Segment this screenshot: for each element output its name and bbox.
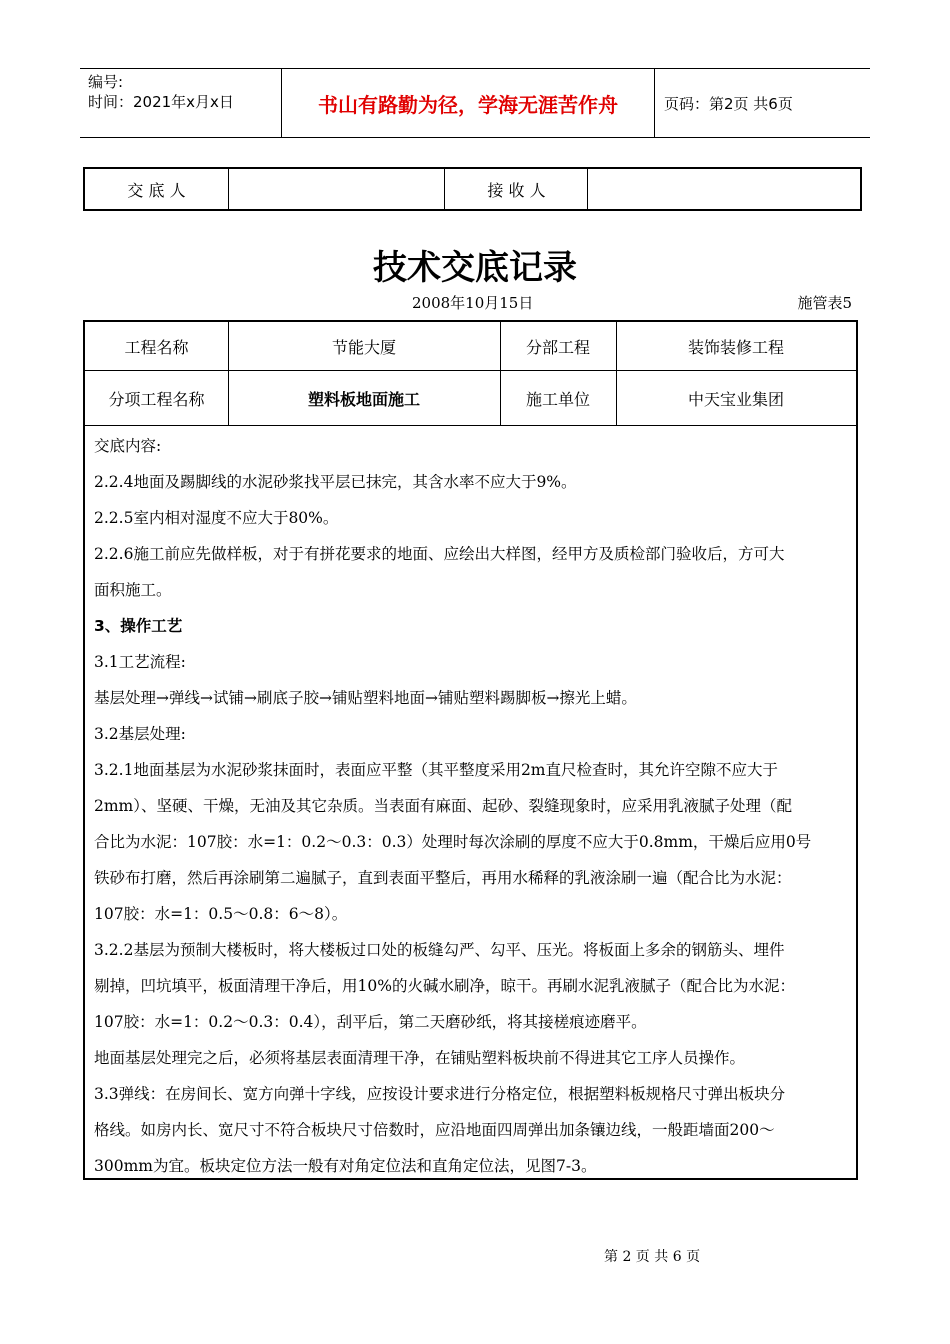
info-row-1 [85,322,856,371]
content-line: 交底内容: [94,437,162,455]
content-line: 面积施工。 [94,581,172,599]
content-line: 3.3弹线：在房间长、宽方向弹十字线，应按设计要求进行分格定位，根据塑料板规格尺寸弹出板块分 [94,1085,786,1103]
document-header [80,68,870,138]
time-label: 时间：2021年x月x日 [88,93,234,111]
page-info: 页码：第2页 共6页 [664,94,793,113]
content-line: 铁砂布打磨，然后再涂刷第二遍腻子，直到表面平整后，再用水稀释的乳液涂刷一遍（配合比为水泥： [94,869,792,887]
content-line: 2.2.4地面及踢脚线的水泥砂浆找平层已抹完，其含水率不应大于9%。 [94,473,577,491]
content-line: 107胶：水=1：0.2～0.3：0.4），刮平后，第二天磨砂纸，将其接槎痕迹磨平。 [94,1013,647,1031]
page-title: 技术交底记录 [373,248,577,288]
contractor-label: 施工单位 [525,389,590,409]
header-meta [80,69,280,137]
content-line: 基层处理→弹线→试铺→刷底子胶→铺贴塑料地面→铺贴塑料踢脚板→擦光上蜡。 [94,689,637,707]
division: 装饰装修工程 [687,337,784,357]
content-line: 107胶：水=1：0.5～0.8：6～8）。 [94,905,348,923]
project-name-label: 工程名称 [124,337,189,357]
project-name: 节能大厦 [331,337,396,357]
content-line: 3.1工艺流程: [94,653,186,671]
content-line: 300mm为宜。板块定位方法一般有对角定位法和直角定位法，见图7-3。 [94,1157,597,1175]
receiver-label: 接 收 人 [444,169,588,209]
content-line: 2.2.5室内相对湿度不应大于80%。 [94,509,339,527]
content-line: 2.2.6施工前应先做样板，对于有拼花要求的地面、应绘出大样图，经甲方及质检部门验收后，方可大 [94,545,785,563]
record-table [83,320,858,1180]
content-line: 3.2基层处理: [94,725,186,743]
sign-table [83,167,862,211]
content-line: 地面基层处理完之后，必须将基层表面清理干净，在铺贴塑料板块前不得进其它工序人员操作。 [94,1049,746,1067]
section-heading: 3、操作工艺 [94,617,183,635]
info-row-2 [85,371,856,426]
content-line: 剔掉，凹坑填平，板面清理干净后，用10%的火碱水刷净，晾干。再刷水泥乳液腻子（配合比为水泥： [94,977,795,995]
briefing-content [94,428,852,1184]
record-date: 2008年10月15日 [412,294,534,312]
code-label: 编号: [88,73,124,91]
content-line: 合比为水泥：107胶：水=1：0.2～0.3：0.3）处理时每次涂刷的厚度不应大于0.8mm，干燥后应用0号 [94,833,812,851]
giver-label: 交 底 人 [127,180,186,200]
motto: 书山有路勤为径，学海无涯苦作舟 [281,69,655,137]
content-line: 2mm）、坚硬、干燥，无油及其它杂质。当表面有麻面、起砂、裂缝现象时，应采用乳液腻子处理（配 [94,797,793,815]
division-label: 分部工程 [525,337,590,357]
giver-field [228,169,445,209]
content-line: 3.2.1地面基层为水泥砂浆抹面时，表面应平整（其平整度采用2m直尺检查时，其允许空隙不应大于 [94,761,779,779]
subproject-label: 分项工程名称 [108,389,205,409]
content-line: 格线。如房内长、宽尺寸不符合板块尺寸倍数时，应沿地面四周弹出加条镶边线，一般距墙面200～ [94,1121,775,1139]
subproject: 塑料板地面施工 [307,389,420,409]
content-line: 3.2.2基层为预制大楼板时，将大楼板过口处的板缝勾严、勾平、压光。将板面上多余的钢筋头、埋件 [94,941,785,959]
page-footer: 第 2 页 共 6 页 [604,1249,701,1265]
form-number: 施管表5 [797,294,852,312]
contractor: 中天宝业集团 [687,389,784,409]
receiver-field [587,169,861,209]
